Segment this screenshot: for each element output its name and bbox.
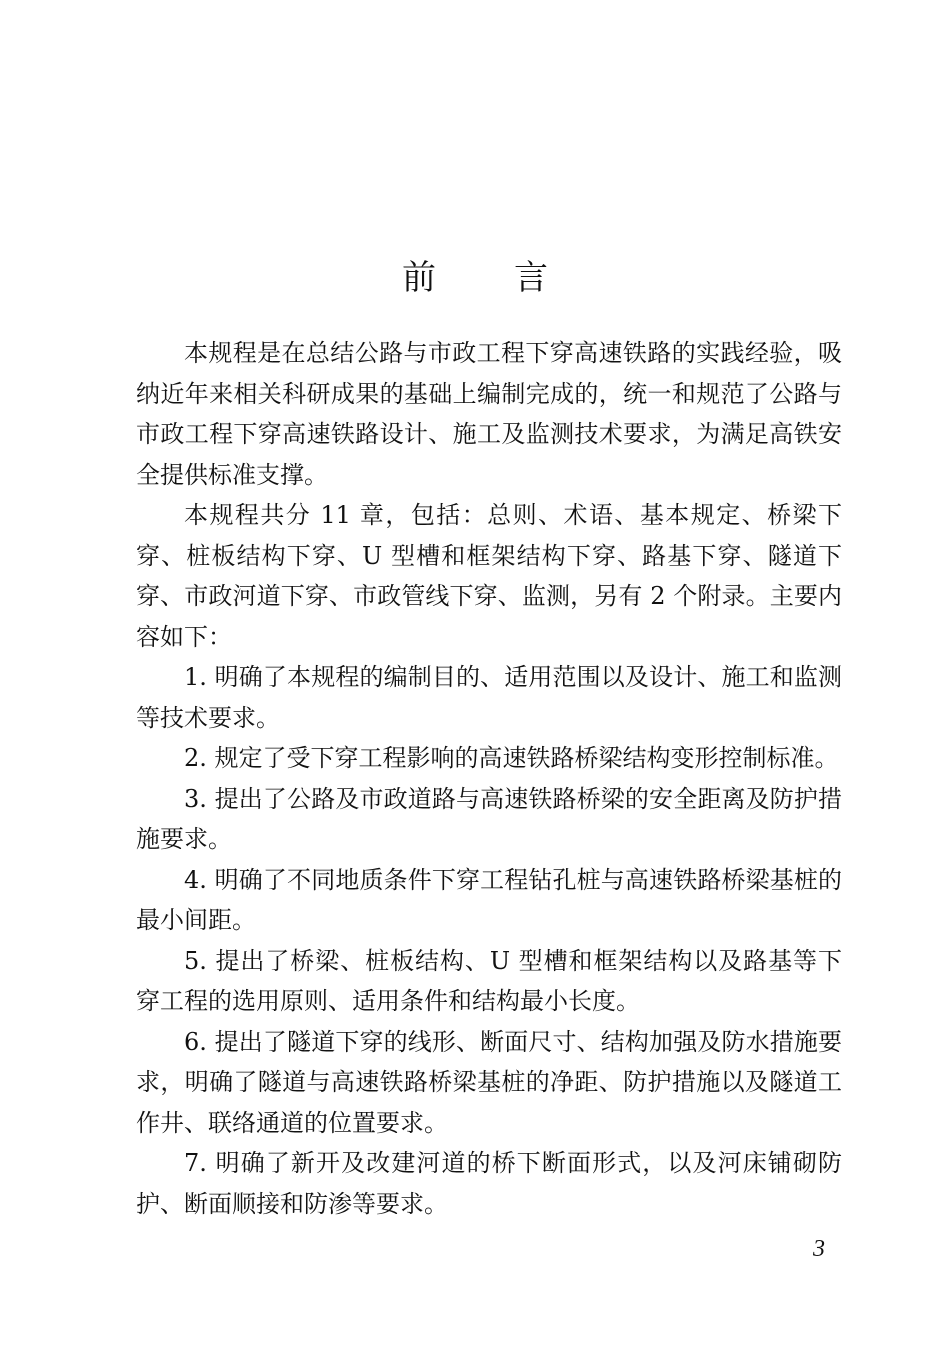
page-title-char-1: 前 bbox=[402, 258, 436, 298]
list-item-1: 1. 明确了本规程的编制目的、适用范围以及设计、施工和监测等技术要求。 bbox=[136, 663, 842, 732]
list-item-4: 4. 明确了不同地质条件下穿工程钻孔桩与高速铁路桥梁基桩的最小间距。 bbox=[136, 865, 842, 934]
page-number: 3 bbox=[813, 1236, 825, 1262]
paragraph-intro: 本规程是在总结公路与市政工程下穿高速铁路的实践经验，吸纳近年来相关科研成果的基础上编制完成的，统一和规范了公路与市政工程下穿高速铁路设计、施工及监测技术要求，为满足高铁安全提供标准支撑。 bbox=[136, 339, 842, 489]
preface-body bbox=[136, 333, 842, 1224]
list-item-7: 7. 明确了新开及改建河道的桥下断面形式，以及河床铺砌防护、断面顺接和防渗等要求。 bbox=[136, 1149, 842, 1218]
list-item-2: 2. 规定了受下穿工程影响的高速铁路桥梁结构变形控制标准。 bbox=[184, 744, 839, 772]
page-title-char-2: 言 bbox=[514, 258, 548, 298]
list-item-3: 3. 提出了公路及市政道路与高速铁路桥梁的安全距离及防护措施要求。 bbox=[136, 784, 842, 853]
list-item-6: 6. 提出了隧道下穿的线形、断面尺寸、结构加强及防水措施要求，明确了隧道与高速铁路桥梁基桩的净距、防护措施以及隧道工作井、联络通道的位置要求。 bbox=[136, 1027, 842, 1137]
list-item-5: 5. 提出了桥梁、桩板结构、U 型槽和框架结构以及路基等下穿工程的选用原则、适用条件和结构最小长度。 bbox=[136, 946, 842, 1015]
page-title bbox=[0, 252, 950, 304]
paragraph-chapters: 本规程共分 11 章，包括：总则、术语、基本规定、桥梁下穿、桩板结构下穿、U 型槽和框架结构下穿、路基下穿、隧道下穿、市政河道下穿、市政管线下穿、监测，另有 2 个附录。主要内容如下： bbox=[136, 501, 842, 651]
